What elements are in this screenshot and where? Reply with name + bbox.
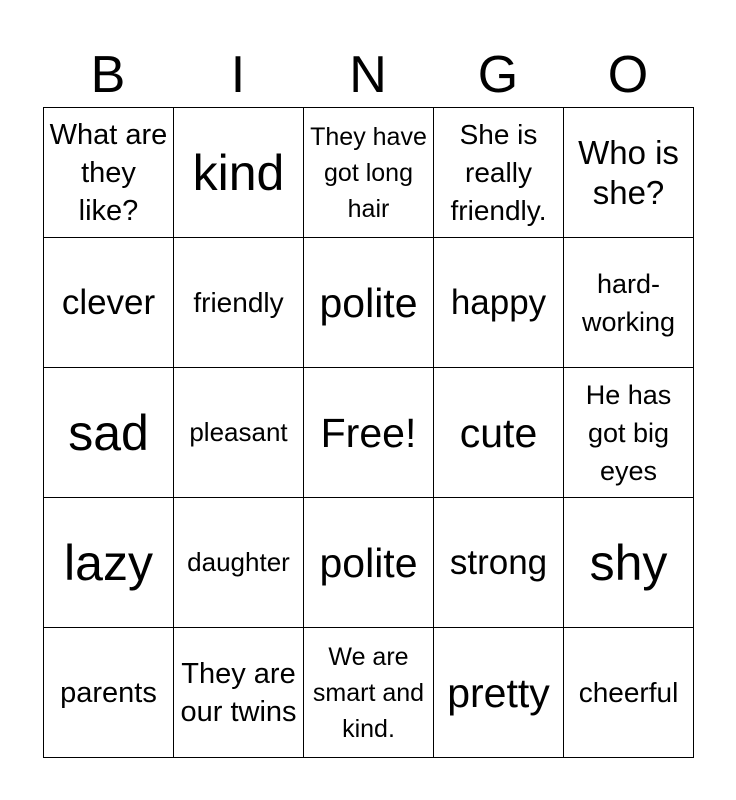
- header-letter-b: B: [90, 46, 126, 104]
- bingo-cell free-space[interactable]: [304, 368, 434, 498]
- bingo-cell[interactable]: [174, 628, 304, 758]
- bingo-board: [43, 107, 694, 758]
- bingo-cell[interactable]: [304, 108, 434, 238]
- cell-text: shy: [589, 534, 668, 591]
- bingo-cell[interactable]: [434, 628, 564, 758]
- bingo-cell[interactable]: [174, 368, 304, 498]
- header-letter-n: N: [349, 46, 387, 104]
- bingo-cell[interactable]: [564, 368, 694, 498]
- cell-text: happy: [450, 282, 547, 322]
- bingo-cell[interactable]: [564, 628, 694, 758]
- cell-text: She is really friendly.: [450, 118, 547, 226]
- cell-text: They have got long hair: [310, 122, 427, 223]
- cell-text: pretty: [447, 669, 550, 716]
- cell-text: parents: [60, 676, 157, 709]
- bingo-cell[interactable]: [44, 238, 174, 368]
- bingo-cell[interactable]: [304, 498, 434, 628]
- cell-text: cheerful: [578, 676, 679, 708]
- bingo-cell[interactable]: [174, 498, 304, 628]
- cell-text: Who is she?: [578, 133, 679, 211]
- cell-text: What are they like?: [49, 118, 168, 227]
- cell-text: sad: [68, 404, 149, 461]
- header-letter-g: G: [477, 46, 519, 104]
- bingo-cell[interactable]: [434, 498, 564, 628]
- header-letter-o: O: [607, 46, 649, 104]
- bingo-cell[interactable]: [44, 498, 174, 628]
- cell-text: polite: [319, 279, 418, 326]
- bingo-cell[interactable]: [564, 498, 694, 628]
- cell-text: polite: [319, 539, 418, 586]
- cell-text: Free!: [320, 409, 417, 456]
- header-letter-i: I: [230, 46, 246, 104]
- cell-text: clever: [61, 282, 156, 322]
- bingo-cell[interactable]: [44, 368, 174, 498]
- bingo-cell[interactable]: [44, 628, 174, 758]
- bingo-cell[interactable]: [174, 238, 304, 368]
- cell-text: friendly: [193, 286, 284, 318]
- cell-text: hard-working: [581, 268, 676, 337]
- bingo-cell[interactable]: [564, 238, 694, 368]
- bingo-cell[interactable]: [434, 238, 564, 368]
- bingo-cell[interactable]: [304, 628, 434, 758]
- bingo-cell[interactable]: [174, 108, 304, 238]
- bingo-cell[interactable]: [564, 108, 694, 238]
- bingo-cell[interactable]: [304, 238, 434, 368]
- cell-text: strong: [449, 542, 548, 582]
- bingo-header: [43, 44, 693, 106]
- cell-text: daughter: [187, 547, 290, 577]
- cell-text: lazy: [64, 534, 153, 591]
- cell-text: We are smart and kind.: [312, 642, 425, 743]
- cell-text: He has got big eyes: [585, 379, 672, 486]
- bingo-cell[interactable]: [44, 108, 174, 238]
- cell-text: cute: [459, 409, 538, 456]
- cell-text: kind: [192, 144, 285, 201]
- bingo-cell[interactable]: [434, 368, 564, 498]
- bingo-cell[interactable]: [434, 108, 564, 238]
- cell-text: They are our twins: [180, 657, 297, 728]
- cell-text: pleasant: [189, 417, 288, 447]
